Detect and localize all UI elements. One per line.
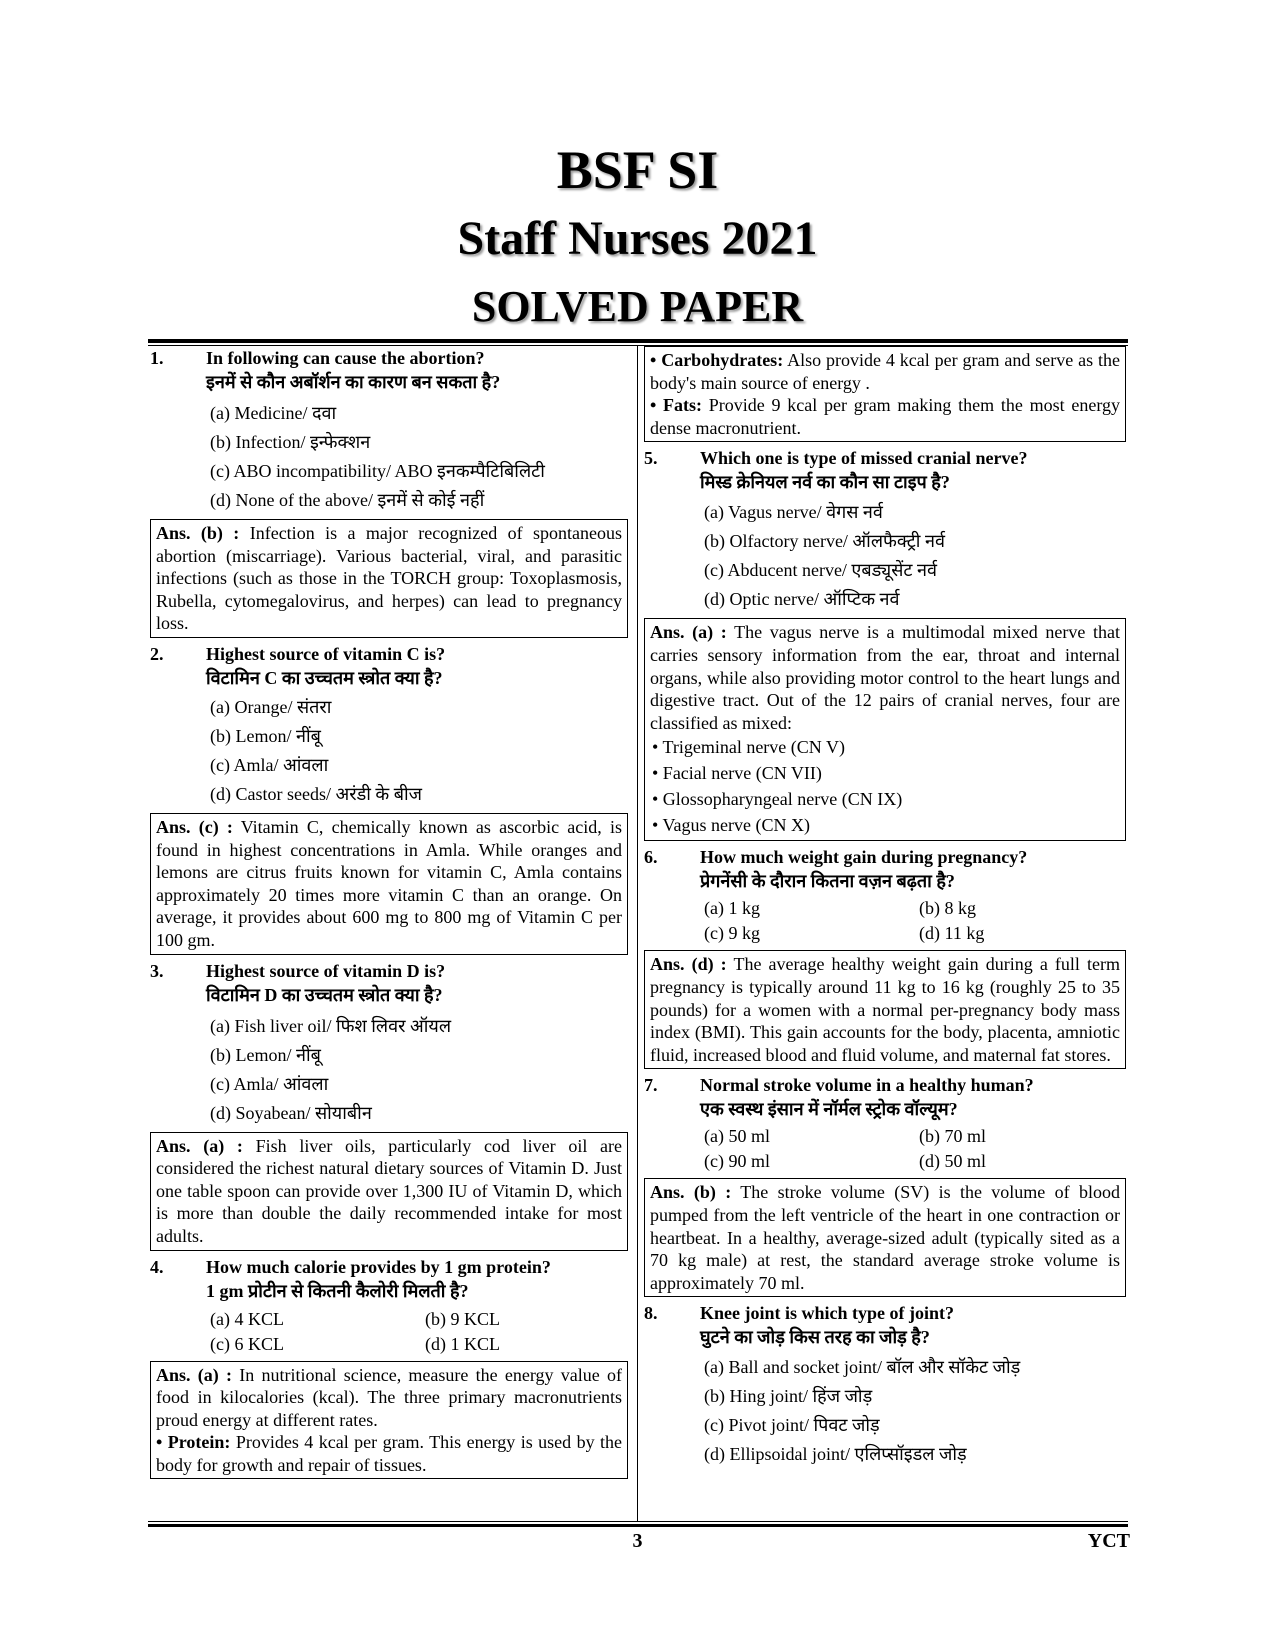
- question-number: 8.: [644, 1303, 658, 1324]
- question-number: 4.: [150, 1256, 164, 1277]
- option-a: (a) Fish liver oil/ फिश लिवर ऑयल: [210, 1015, 452, 1036]
- question-number: 2.: [150, 643, 164, 664]
- question-4: [150, 1255, 628, 1480]
- option-d: (d) Optic nerve/ ऑप्टिक नर्व: [704, 589, 900, 610]
- question-text-hi: प्रेगनेंसी के दौरान कितना वज़न बढ़ता है?: [700, 871, 955, 892]
- answer-box: [150, 1132, 628, 1251]
- question-text-hi: इनमें से कौन अबॉर्शन का कारण बन सकता है?: [206, 372, 501, 392]
- bottom-rule-thick: [148, 1524, 1128, 1527]
- answer-label: Ans. (c) :: [156, 816, 233, 837]
- answer-text: The average healthy weight gain during a full term pregnancy is typically around 11 kg to 16 kg (roughly 25 to 35 pounds) for a women with a normal per-pregnancy body mass index (BMI). This gain accounts for the body, placenta, amniotic fluid, increased blood and fluid volume, and maternal fat stores.: [650, 954, 1120, 1065]
- option-d: (d) 1 KCL: [425, 1333, 500, 1354]
- mixed-nerve-item: • Vagus nerve (CN X): [652, 815, 810, 836]
- option-d: (d) Castor seeds/ अरंडी के बीज: [210, 783, 422, 804]
- option-b: (b) 8 kg: [919, 898, 976, 919]
- option-c: (c) ABO incompatibility/ ABO इनकम्पैटिबिलिटी: [210, 461, 545, 481]
- question-text-hi: विटामिन C का उच्चतम स्त्रोत क्या है?: [206, 667, 443, 688]
- question-number: 1.: [150, 348, 164, 368]
- question-text-en: Knee joint is which type of joint?: [700, 1303, 954, 1324]
- option-b: (b) Hing joint/ हिंज जोड़: [704, 1386, 873, 1407]
- header-title: BSF SI: [556, 140, 719, 200]
- question-number: 7.: [644, 1075, 658, 1096]
- answer-text: Vitamin C, chemically known as ascorbic acid, is found in highest concentrations in Amla. While oranges and lemons are citrus fruits known for vitamin C, Amla contains approximately 20 times more vitamin C than an orange. On average, it provides about 600 mg to 800 mg of Vitamin C per 100 gm.: [156, 816, 622, 950]
- question-number: 3.: [150, 960, 164, 981]
- question-text-en: Normal stroke volume in a healthy human?: [700, 1075, 1034, 1096]
- question-text-en: Highest source of vitamin C is?: [206, 643, 446, 664]
- option-a: (a) Medicine/ दवा: [210, 403, 337, 423]
- question-text-en: Which one is type of missed cranial nerve?: [700, 448, 1028, 469]
- option-d: (d) Soyabean/ सोयाबीन: [210, 1102, 372, 1123]
- option-c: (c) 6 KCL: [210, 1333, 284, 1354]
- answer-box: [150, 813, 628, 955]
- left-column: [150, 346, 628, 1521]
- option-a: (a) 50 ml: [704, 1126, 770, 1147]
- question-2: [150, 642, 628, 955]
- right-column: [644, 346, 1126, 1521]
- bottom-rule-thin: [148, 1521, 1128, 1522]
- question-1: [150, 346, 628, 638]
- answer-text: Infection is a major recognized of spontaneous abortion (miscarriage). Various bacterial, viral, and parasitic infections (such as those in the TORCH group: Toxoplasmosis, Rubella, cytomegalovirus, and herpes) can lead to pregnancy loss.: [156, 523, 622, 634]
- option-a: (a) Vagus nerve/ वेगस नर्व: [704, 502, 883, 523]
- question-text-en: In following can cause the abortion?: [206, 348, 485, 368]
- answer-text: In nutritional science, measure the energy value of food in kilocalories (kcal). The three primary macronutrients proud energy at different rates.: [156, 1364, 623, 1430]
- protein-bullet: • Protein: Provides 4 kcal per gram. This energy is used by the body for growth and repair of tissues.: [156, 1432, 623, 1475]
- top-rule-thick: [148, 339, 1128, 343]
- answer-label: Ans. (b) :: [650, 1182, 732, 1203]
- answer-label: Ans. (a) :: [156, 1364, 232, 1385]
- question-text-hi: 1 gm प्रोटीन से कितनी कैलोरी मिलती है?: [206, 1280, 469, 1301]
- question-number: 5.: [644, 448, 658, 469]
- mixed-nerve-item: • Glossopharyngeal nerve (CN IX): [652, 789, 903, 810]
- option-c: (c) 90 ml: [704, 1151, 770, 1172]
- page-number: 3: [632, 1530, 643, 1552]
- option-a: (a) Orange/ संतरा: [210, 696, 332, 717]
- header-subtitle: Staff Nurses 2021: [457, 212, 818, 265]
- option-d: (d) Ellipsoidal joint/ एलिप्सॉइडल जोड़: [704, 1444, 967, 1465]
- option-a: (a) 4 KCL: [210, 1308, 284, 1329]
- answer-label: Ans. (a) :: [650, 622, 727, 643]
- option-b: (b) 9 KCL: [425, 1308, 500, 1329]
- answer-text: The stroke volume (SV) is the volume of blood pumped from the left ventricle of the heart in one contraction or heartbeat. In a healthy, average-sized adult (typically sited as a 70 kg male) at rest, the standard average stroke volume is approximately 70 ml.: [650, 1182, 1120, 1293]
- answer-box: [644, 618, 1126, 841]
- answer-box: [150, 1361, 628, 1480]
- answer-box: [644, 950, 1126, 1069]
- question-7: [644, 1073, 1126, 1297]
- carbohydrates-bullet: • Carbohydrates: Also provide 4 kcal per gram and serve as the body's main source of energy .: [650, 350, 1120, 393]
- question-6: [644, 845, 1126, 1069]
- option-c: (c) 9 kg: [704, 923, 760, 944]
- column-divider: [637, 346, 638, 1521]
- option-d: (d) 50 ml: [919, 1151, 986, 1172]
- question-8: [644, 1301, 1126, 1469]
- option-b: (b) Olfactory nerve/ ऑलफैक्ट्री नर्व: [704, 531, 945, 552]
- answer-text: The vagus nerve is a multimodal mixed nerve that carries sensory information from the ear, throat and internal organs, while also providing motor control to the heart lungs and digestive tract. Out of the 12 pairs of cranial nerves, four are classified as mixed:: [650, 622, 1120, 733]
- publisher-brand: YCT: [1087, 1530, 1130, 1552]
- question-3: [150, 959, 628, 1251]
- question-text-hi: एक स्वस्थ इंसान में नॉर्मल स्ट्रोक वॉल्यूम?: [700, 1099, 958, 1120]
- question-text-en: How much weight gain during pregnancy?: [700, 847, 1028, 868]
- answer-box: [644, 1178, 1126, 1297]
- option-c: (c) Amla/ आंवला: [210, 754, 329, 775]
- question-text-en: How much calorie provides by 1 gm protein?: [206, 1256, 551, 1277]
- option-a: (a) Ball and socket joint/ बॉल और सॉकेट जोड़: [704, 1357, 1021, 1378]
- answer-label: Ans. (a) :: [156, 1135, 243, 1156]
- mixed-nerve-item: • Facial nerve (CN VII): [652, 763, 822, 784]
- answer-box-continued: [644, 346, 1126, 442]
- option-b: (b) Lemon/ नींबू: [210, 1044, 321, 1065]
- fats-bullet: • Fats: Provide 9 kcal per gram making them the most energy dense macronutrient.: [650, 395, 1120, 438]
- mixed-nerve-item: • Trigeminal nerve (CN V): [652, 737, 845, 758]
- option-d: (d) None of the above/ इनमें से कोई नहीं: [210, 490, 485, 510]
- question-text-en: Highest source of vitamin D is?: [206, 960, 446, 981]
- header-paper: SOLVED PAPER: [471, 282, 804, 331]
- answer-text: Fish liver oils, particularly cod liver oil are considered the richest natural dietary sources of Vitamin D. Just one table spoon can provide over 1,300 IU of Vitamin D, which is more than double the daily recommended intake for most adults.: [156, 1135, 623, 1246]
- question-text-hi: विटामिन D का उच्चतम स्त्रोत क्या है?: [206, 984, 443, 1005]
- question-5: [644, 446, 1126, 841]
- question-number: 6.: [644, 847, 658, 868]
- question-text-hi: मिस्ड क्रेनियल नर्व का कौन सा टाइप है?: [700, 472, 950, 493]
- option-c: (c) Amla/ आंवला: [210, 1073, 329, 1094]
- option-b: (b) Infection/ इन्फेक्शन: [210, 432, 371, 452]
- option-c: (c) Abducent nerve/ एबड्यूसेंट नर्व: [704, 560, 937, 581]
- option-d: (d) 11 kg: [919, 923, 985, 944]
- option-b: (b) Lemon/ नींबू: [210, 725, 321, 746]
- question-text-hi: घुटने का जोड़ किस तरह का जोड़ है?: [700, 1327, 930, 1348]
- option-a: (a) 1 kg: [704, 898, 760, 919]
- answer-label: Ans. (d) :: [650, 954, 727, 975]
- option-c: (c) Pivot joint/ पिवट जोड़: [704, 1415, 880, 1436]
- answer-label: Ans. (b) :: [156, 523, 240, 543]
- answer-box: [150, 519, 628, 638]
- option-b: (b) 70 ml: [919, 1126, 986, 1147]
